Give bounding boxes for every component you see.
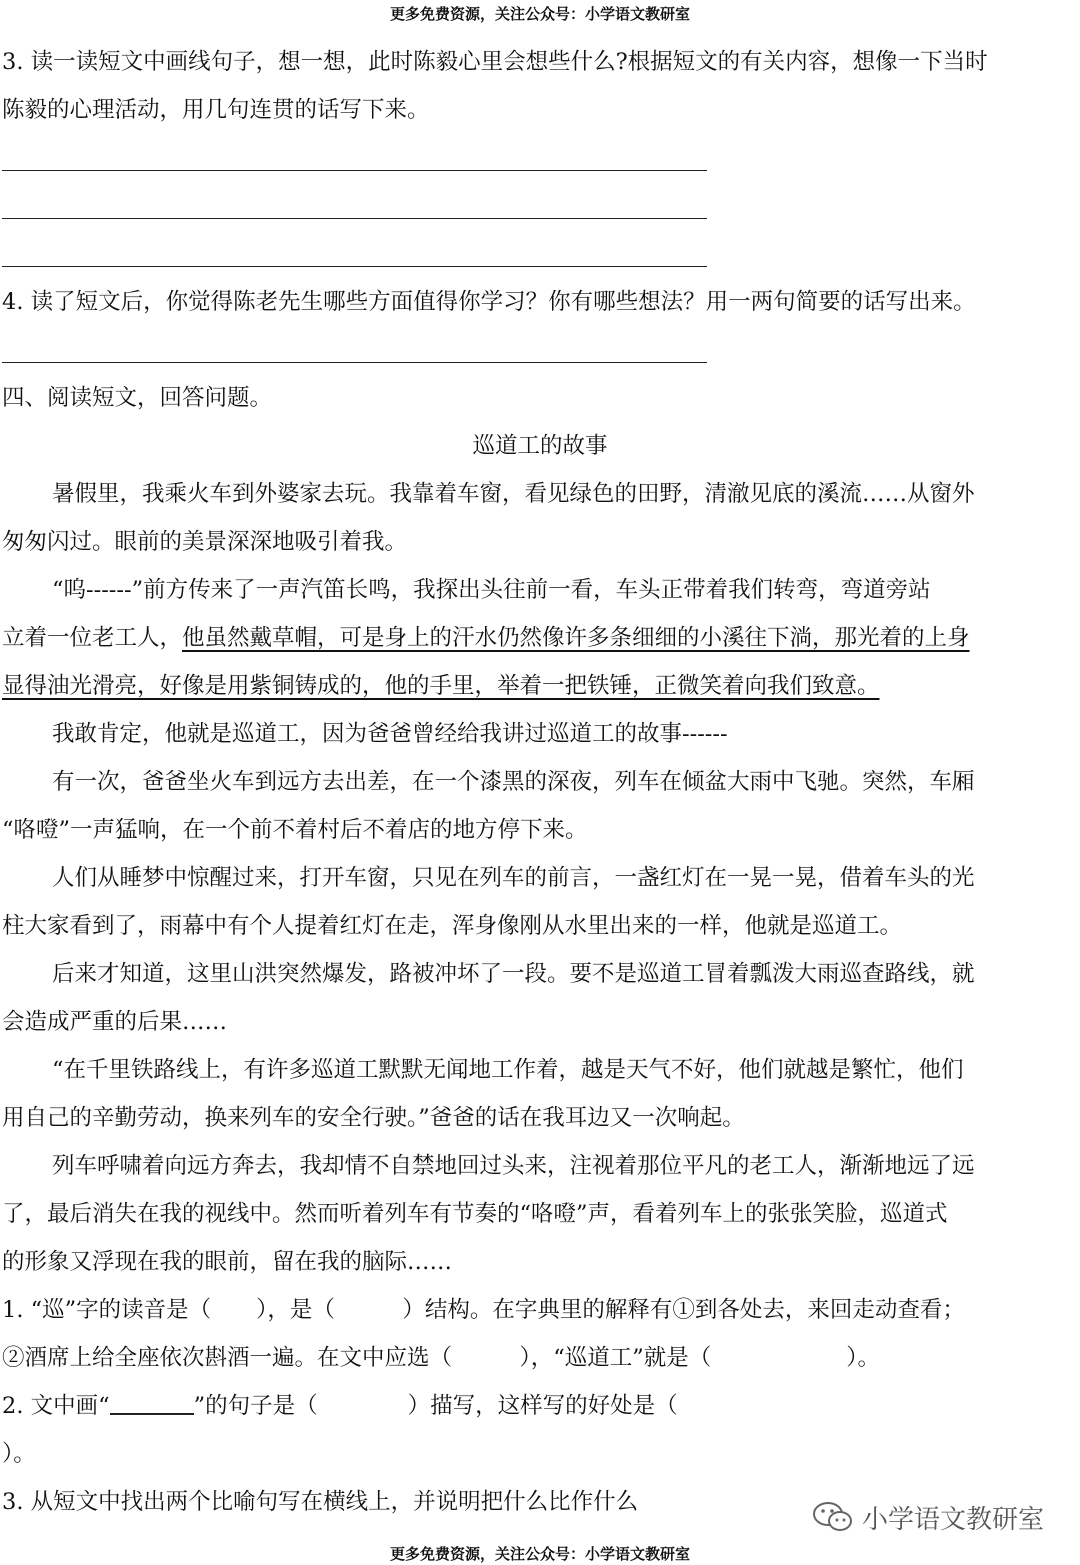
story-p7-line-2: 用自己的辛勤劳动，换来列车的安全行驶。”爸爸的话在我耳边又一次响起。 [2,1105,745,1131]
watermark-text: 小学语文教研室 [862,1504,1045,1535]
story-p2-line-3 [2,662,1078,710]
answer-line [2,230,1078,278]
underline-blank [110,1391,194,1415]
question-3-line-1: 3. 从短文中找出两个比喻句写在横线上，并说明把什么比作什么 [2,1489,639,1515]
question-1-line-1: 1. “巡”字的读音是（ ），是（ ）结构。在字典里的解释有①到各处去，来回走动查看； [2,1297,965,1323]
q3a-line-1: 3. 读一读短文中画线句子，想一想，此时陈毅心里会想些什么?根据短文的有关内容，想像一下当时 [2,49,988,75]
wechat-icon [812,1500,854,1534]
story-p3-line-1: 我敢肯定，他就是巡道工，因为爸爸曾经给我讲过巡道工的故事------ [52,721,728,747]
story-p2-line-1: “呜------”前方传来了一声汽笛长鸣，我探出头往前一看，车头正带着我们转弯，弯道旁站 [52,577,931,603]
story-p1-line-1: 暑假里，我乘火车到外婆家去玩。我靠着车窗，看见绿色的田野，清澈见底的溪流……从窗外 [52,481,975,507]
answer-line [2,326,1078,374]
story-p8-line-1: 列车呼啸着向远方奔去，我却情不自禁地回过头来，注视着那位平凡的老工人，渐渐地远了远 [52,1153,975,1179]
story-p5-line-1: 人们从睡梦中惊醒过来，打开车窗，只见在列车的前言，一盏红灯在一晃一晃，借着车头的光 [52,865,975,891]
q3a-line-2: 陈毅的心理活动，用几句连贯的话写下来。 [2,97,430,123]
answer-line [2,134,1078,182]
underlined-sentence: 显得油光滑亮，好像是用紫铜铸成的，他的手里，举着一把铁锤，正微笑着向我们致意。 [2,673,880,699]
story-p2-line-2 [2,614,1078,662]
story-p4-line-1: 有一次，爸爸坐火车到远方去出差，在一个漆黑的深夜，列车在倾盆大雨中飞驰。突然，车厢 [52,769,975,795]
question-2-prefix: 2. 文中画“ [2,1393,110,1419]
section-heading: 四、阅读短文，回答问题。 [2,385,273,411]
q4a-line-1: 4. 读了短文后，你觉得陈老先生哪些方面值得你学习？你有哪些想法？用一两句简要的话写出来。 [2,289,976,315]
story-p8-line-2: 了，最后消失在我的视线中。然而听着列车有节奏的“咯噔”声，看着列车上的张张笑脸，巡道式 [2,1201,948,1227]
question-2-line-1 [2,1382,1078,1430]
underlined-sentence: 他虽然戴草帽，可是身上的汗水仍然像许多条细细的小溪往下淌，那光着的上身 [182,625,970,651]
watermark [812,1497,1044,1537]
question-2-line-2: ）。 [2,1441,36,1467]
page-footer: 更多免费资源，关注公众号：小学语文教研室 [389,1545,690,1563]
page-header: 更多免费资源，关注公众号：小学语文教研室 [389,5,690,23]
question-2-suffix: ”的句子是（ ）描写，这样写的好处是（ [193,1393,678,1419]
story-p1-line-2: 匆匆闪过。眼前的美景深深地吸引着我。 [2,529,408,555]
story-p6-line-1: 后来才知道，这里山洪突然爆发，路被冲坏了一段。要不是巡道工冒着瓢泼大雨巡查路线，就 [52,961,975,987]
answer-line [2,182,1078,230]
story-p5-line-2: 柱大家看到了，雨幕中有个人提着红灯在走，浑身像刚从水里出来的一样，他就是巡道工。 [2,913,903,939]
worksheet-body [2,38,1078,1526]
story-p7-line-1: “在千里铁路线上，有许多巡道工默默无闻地工作着，越是天气不好，他们就越是繁忙，他们 [52,1057,964,1083]
story-title: 巡道工的故事 [472,433,608,459]
story-p8-line-3: 的形象又浮现在我的眼前，留在我的脑际…… [2,1249,453,1275]
question-1-line-2: ②酒席上给全座依次斟酒一遍。在文中应选（ ），“巡道工”就是（ ）。 [2,1345,881,1371]
story-p6-line-2: 会造成严重的后果…… [2,1009,228,1035]
story-p4-line-2: “咯噔”一声猛响，在一个前不着村后不着店的地方停下来。 [2,817,588,843]
story-p2-line-2-plain: 立着一位老工人， [2,625,183,651]
